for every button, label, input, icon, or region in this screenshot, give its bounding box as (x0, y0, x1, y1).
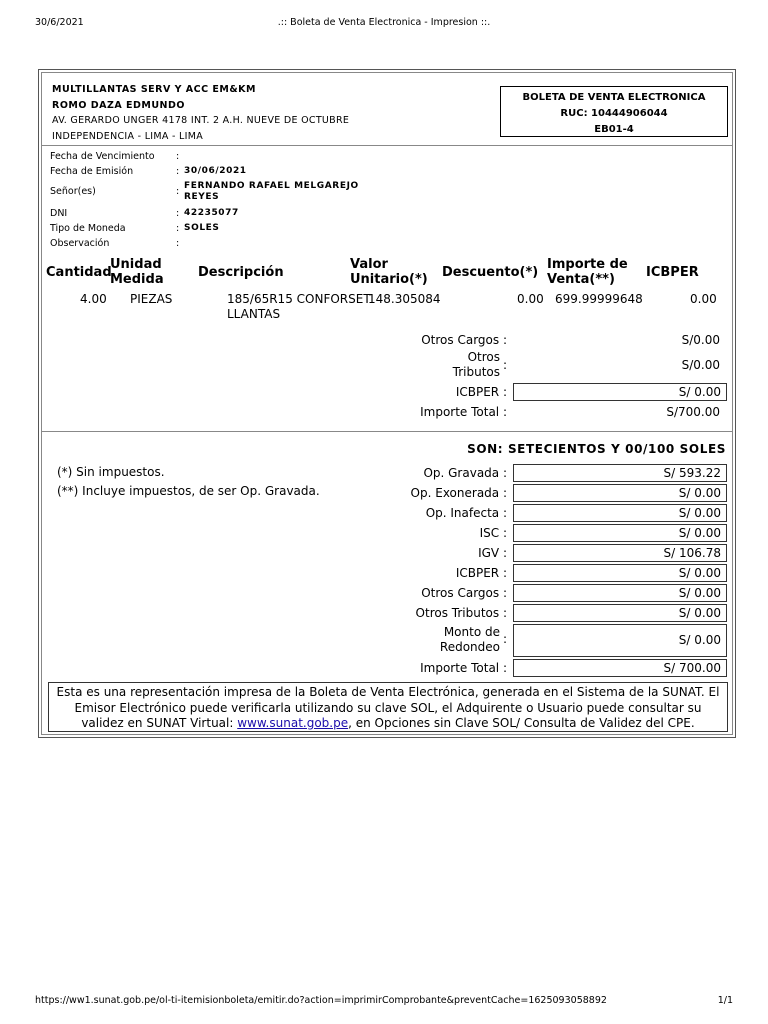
summary-other-charges-label: Otros Cargos : (421, 333, 507, 347)
total-rounding-label: Monto de Redondeo (439, 625, 500, 654)
issuer-owner: ROMO DAZA EDMUNDO (52, 99, 185, 111)
receipt-document (38, 69, 736, 738)
totals-separator (42, 431, 732, 432)
note-without-taxes: (*) Sin impuestos. (57, 465, 165, 479)
total-label: Op. Exonerada : (410, 486, 507, 500)
info-label: Fecha de Vencimiento (50, 151, 155, 162)
info-colon: : (176, 166, 180, 177)
col-header-quantity: Cantidad (46, 265, 112, 280)
col-header-unit-value: Valor Unitario(*) (350, 257, 428, 287)
cell-icbper: 0.00 (690, 292, 717, 306)
total-label: Otros Cargos : (421, 586, 507, 600)
info-label: Fecha de Emisión (50, 166, 134, 177)
issuer-address-line2: INDEPENDENCIA - LIMA - LIMA (52, 130, 204, 142)
total-label: ICBPER : (455, 566, 507, 580)
cell-quantity: 4.00 (80, 292, 107, 306)
info-colon: : (176, 208, 180, 219)
total-label: Importe Total : (420, 661, 507, 675)
info-colon: : (176, 238, 180, 249)
summary-other-charges-value: S/0.00 (681, 333, 720, 347)
issuer-name: MULTILLANTAS SERV Y ACC EM&KM (52, 84, 256, 95)
summary-other-taxes-value: S/0.00 (681, 358, 720, 372)
total-rounding-value: S/ 0.00 (513, 624, 727, 657)
total-icbper-value: S/ 0.00 (513, 564, 727, 582)
info-colon: : (176, 186, 180, 197)
summary-other-taxes-colon: : (502, 358, 507, 372)
document-number: EB01-4 (594, 124, 634, 135)
total-op-exonerada-value: S/ 0.00 (513, 484, 727, 502)
note-includes-taxes: (**) Incluye impuestos, de ser Op. Gravada. (57, 484, 320, 498)
print-date: 30/6/2021 (35, 17, 84, 28)
disclaimer-text-end: , en Opciones sin Clave SOL/ Consulta de Validez del CPE. (348, 716, 695, 730)
info-value: FERNANDO RAFAEL MELGAREJO REYES (184, 181, 359, 202)
issuer-block (52, 82, 349, 144)
info-label: Señor(es) (50, 186, 96, 197)
issuer-address-line1: AV. GERARDO UNGER 4178 INT. 2 A.H. NUEVE DE OCTUBRE (52, 115, 350, 126)
summary-icbper-value: S/ 0.00 (513, 383, 727, 401)
receipt-inner-frame (41, 72, 733, 735)
cell-unit-value: 148.305084 (368, 292, 441, 306)
info-value: SOLES (184, 223, 220, 233)
total-label: Op. Inafecta : (425, 506, 507, 520)
legal-disclaimer (48, 682, 728, 732)
info-colon: : (176, 223, 180, 234)
total-op-inafecta-value: S/ 0.00 (513, 504, 727, 522)
total-igv-value: S/ 106.78 (513, 544, 727, 562)
total-other-taxes-value: S/ 0.00 (513, 604, 727, 622)
disclaimer-text: Esta es una representación impresa de la Boleta de Venta Electrónica, generada en el Sistema de la SUNAT. El Emisor Electrónico puede verificarla utilizando su clave SOL, el Adquirente o Usuario puede consultar su validez en SUNAT Virtual: (56, 685, 720, 730)
cell-unit: PIEZAS (130, 292, 173, 306)
summary-total-label: Importe Total : (420, 405, 507, 419)
cell-description: 185/65R15 CONFORSET LLANTAS (227, 292, 371, 321)
document-type: BOLETA DE VENTA ELECTRONICA (522, 92, 706, 103)
info-label: Tipo de Moneda (50, 223, 126, 234)
total-other-charges-value: S/ 0.00 (513, 584, 727, 602)
cell-sale-amount: 699.99999648 (555, 292, 643, 306)
info-value: 30/06/2021 (184, 166, 247, 176)
total-label: ISC : (479, 526, 507, 540)
total-amount-value: S/ 700.00 (513, 659, 727, 677)
print-page-number: 1/1 (717, 995, 733, 1006)
col-header-discount: Descuento(*) (442, 265, 539, 280)
summary-total-value: S/700.00 (666, 405, 720, 419)
sunat-link[interactable]: www.sunat.gob.pe (237, 716, 349, 730)
info-label: Observación (50, 238, 110, 249)
document-id-box (500, 86, 728, 137)
col-header-description: Descripción (198, 265, 284, 280)
info-colon: : (176, 151, 180, 162)
info-label: DNI (50, 208, 68, 219)
total-op-gravada-value: S/ 593.22 (513, 464, 727, 482)
total-isc-value: S/ 0.00 (513, 524, 727, 542)
total-label: Op. Gravada : (423, 466, 507, 480)
print-title: .:: Boleta de Venta Electronica - Impresion ::. (277, 17, 491, 28)
summary-icbper-label: ICBPER : (455, 385, 507, 399)
info-value: 42235077 (184, 208, 239, 218)
document-ruc: RUC: 10444906044 (560, 108, 668, 119)
print-url: https://ww1.sunat.gob.pe/ol-ti-itemisionboleta/emitir.do?action=imprimirComprobante&preventCache=1625093058892 (35, 995, 607, 1006)
total-rounding-colon: : (502, 632, 507, 646)
summary-other-taxes-label: Otros Tributos (452, 350, 500, 379)
cell-discount: 0.00 (517, 292, 544, 306)
amount-in-words: SON: SETECIENTOS Y 00/100 SOLES (467, 442, 726, 456)
col-header-sale-amount: Importe de Venta(**) (547, 257, 628, 287)
header-separator (42, 145, 732, 146)
total-label: IGV : (478, 546, 507, 560)
total-label: Otros Tributos : (415, 606, 507, 620)
col-header-icbper: ICBPER (646, 265, 699, 280)
col-header-unit: Unidad Medida (110, 257, 164, 287)
